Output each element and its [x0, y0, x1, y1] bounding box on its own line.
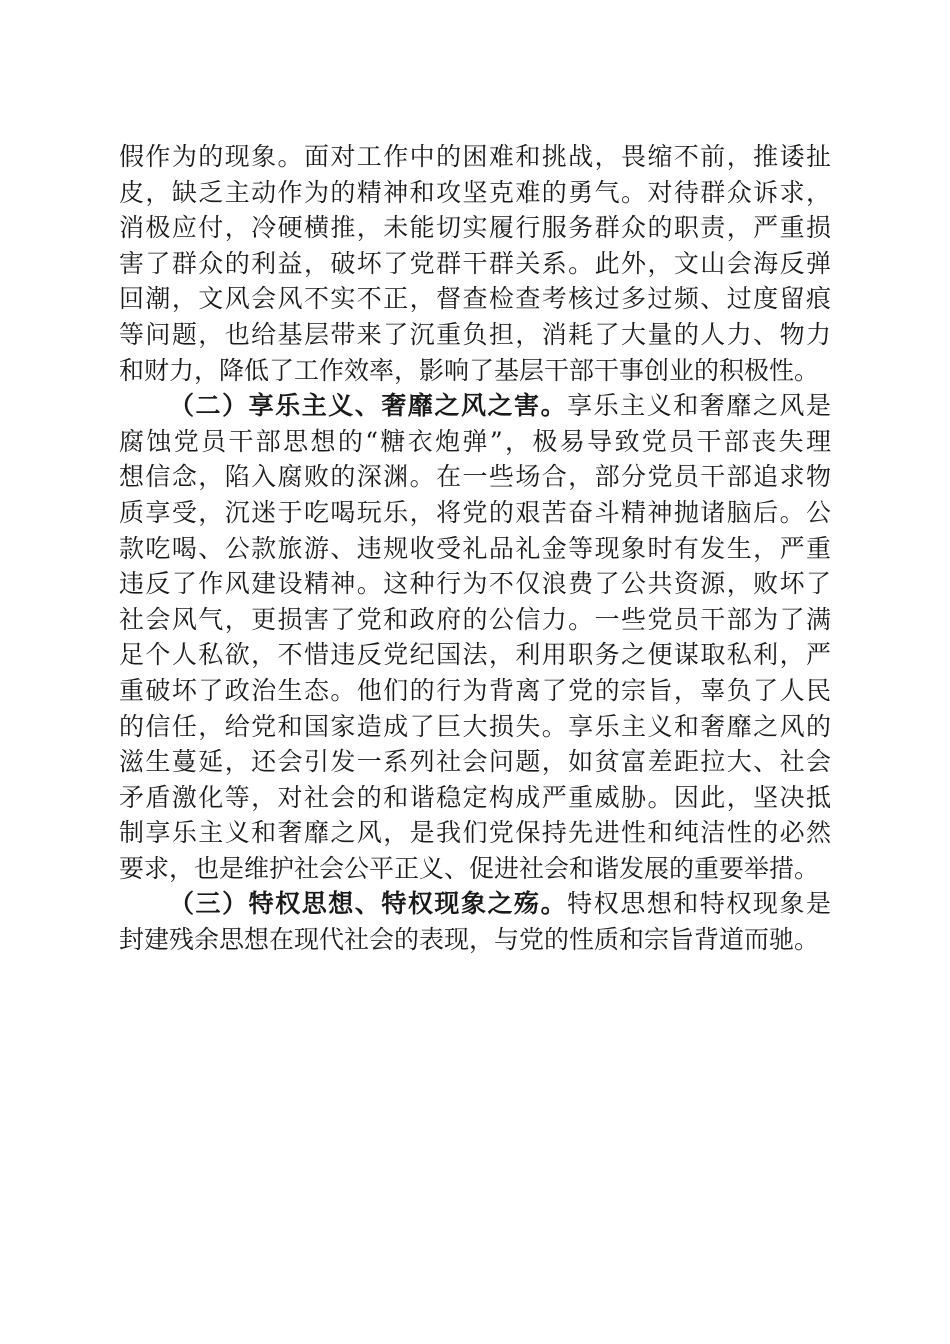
text-line: 制享乐主义和奢靡之风，是我们党保持先进性和纯洁性的必然 — [119, 818, 831, 848]
section-heading: （二）享乐主义、奢靡之风之害。 — [169, 391, 568, 421]
text-line: 质享受，沉迷于吃喝玩乐，将党的艰苦奋斗精神抛诸脑后。公 — [119, 497, 831, 527]
paragraph-2 — [119, 388, 831, 886]
text-line: 矛盾激化等，对社会的和谐稳定构成严重威胁。因此，坚决抵 — [119, 782, 831, 812]
text-line: 重破坏了政治生态。他们的行为背离了党的宗旨，辜负了人民 — [119, 675, 831, 705]
text-run: 特权思想和特权现象是 — [567, 889, 831, 919]
text-line: 社会风气，更损害了党和政府的公信力。一些党员干部为了满 — [119, 604, 831, 634]
text-line: 封建残余思想在现代社会的表现，与党的性质和宗旨背道而驰。 — [119, 925, 820, 955]
text-line: 害了群众的利益，破坏了党群干群关系。此外，文山会海反弹 — [119, 248, 831, 278]
text-line: 想信念，陷入腐败的深渊。在一些场合，部分党员干部追求物 — [119, 462, 831, 492]
paragraph-1 — [119, 139, 831, 388]
text-line: 皮，缺乏主动作为的精神和攻坚克难的勇气。对待群众诉求， — [119, 177, 831, 207]
text-line: 回潮，文风会风不实不正，督查检查考核过多过频、过度留痕 — [119, 284, 831, 314]
text-line: 滋生蔓延，还会引发一系列社会问题，如贫富差距拉大、社会 — [119, 747, 831, 777]
text-line: 假作为的现象。面对工作中的困难和挑战，畏缩不前，推诿扯 — [119, 142, 831, 171]
document-page — [119, 139, 831, 958]
text-line: 违反了作风建设精神。这种行为不仅浪费了公共资源，败坏了 — [119, 569, 831, 599]
paragraph-3 — [119, 886, 831, 957]
text-line: 和财力，降低了工作效率，影响了基层干部干事创业的积极性。 — [119, 355, 820, 385]
text-line: 的信任，给党和国家造成了巨大损失。享乐主义和奢靡之风的 — [119, 711, 831, 741]
section-heading: （三）特权思想、特权现象之殇。 — [169, 889, 568, 919]
paragraph-first-line — [119, 388, 831, 424]
paragraph-first-line — [119, 886, 831, 922]
text-line: 款吃喝、公款旅游、违规收受礼品礼金等现象时有发生，严重 — [119, 533, 831, 563]
text-line: 腐蚀党员干部思想的“糖衣炮弹”，极易导致党员干部丧失理 — [119, 426, 831, 456]
text-line: 足个人私欲，不惜违反党纪国法，利用职务之便谋取私利，严 — [119, 640, 831, 670]
text-line: 等问题，也给基层带来了沉重负担，消耗了大量的人力、物力 — [119, 319, 831, 349]
text-run: 享乐主义和奢靡之风是 — [567, 391, 831, 421]
text-line: 要求，也是维护社会公平正义、促进社会和谐发展的重要举措。 — [119, 853, 820, 883]
text-line: 消极应付，冷硬横推，未能切实履行服务群众的职责，严重损 — [119, 213, 831, 243]
